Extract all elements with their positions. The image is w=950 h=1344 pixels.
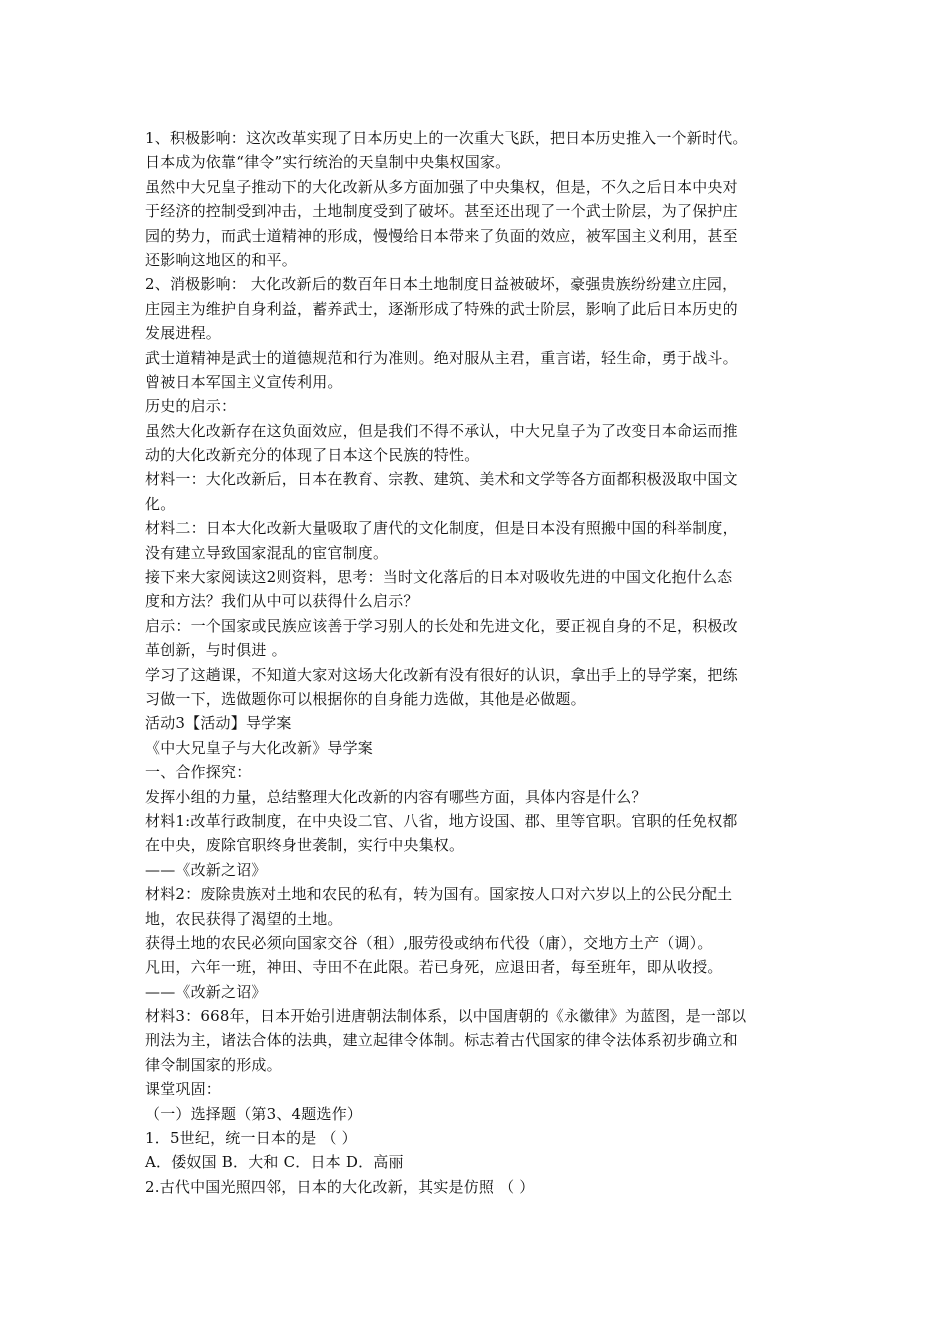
paragraph-line: 还影响这地区的和平。 xyxy=(145,250,298,269)
question-line: 1．5世纪，统一日本的是 （ ） xyxy=(145,1129,357,1148)
paragraph-line: 虽然中大兄皇子推动下的大化改新从多方面加强了中央集权，但是，不久之后日本中央对 xyxy=(145,177,738,196)
paragraph-line: 曾被日本军国主义宣传利用。 xyxy=(145,372,343,391)
paragraph-line: 接下来大家阅读这2则资料，思考：当时文化落后的日本对吸收先进的中国文化抱什么态 xyxy=(145,568,733,587)
paragraph-line: 虽然大化改新存在这负面效应，但是我们不得不承认，中大兄皇子为了改变日本命运而推 xyxy=(145,421,738,440)
paragraph-line: 律令制国家的形成。 xyxy=(145,1055,282,1074)
paragraph-line: 材料一：大化改新后，日本在教育、宗教、建筑、美术和文学等各方面都积极汲取中国文 xyxy=(145,470,738,489)
question-line: 2.古代中国光照四邻，日本的大化改新，其实是仿照 （ ） xyxy=(145,1177,535,1196)
paragraph-line: 材料2：废除贵族对土地和农民的私有，转为国有。国家按人口对六岁以上的公民分配土 xyxy=(145,885,733,904)
paragraph-line: 学习了这趟课，不知道大家对这场大化改新有没有很好的认识，拿出手上的导学案，把练 xyxy=(145,665,738,684)
section-heading: （一）选择题（第3、4题选作） xyxy=(145,1104,363,1123)
paragraph-line: 化。 xyxy=(145,494,176,513)
section-heading: 一、合作探究： xyxy=(145,763,252,782)
paragraph-line: 园的势力，而武士道精神的形成，慢慢给日本带来了负面的效应，被军国主义利用，甚至 xyxy=(145,226,738,245)
section-heading: 《中大兄皇子与大化改新》导学案 xyxy=(145,738,374,757)
paragraph-line: 地，农民获得了渴望的土地。 xyxy=(145,909,343,928)
paragraph-line: 发挥小组的力量，总结整理大化改新的内容有哪些方面，具体内容是什么？ xyxy=(145,787,647,806)
paragraph-line: 材料3：668年，日本开始引进唐朝法制体系，以中国唐朝的《永徽律》为蓝图，是一部以 xyxy=(145,1007,747,1026)
paragraph-line: 发展进程。 xyxy=(145,324,222,343)
paragraph-line: 凡田，六年一班，神田、寺田不在此限。若已身死，应退田者，每至班年，即从收授。 xyxy=(145,958,723,977)
citation-line: ——《改新之诏》 xyxy=(145,982,267,1001)
document-body xyxy=(145,126,817,1199)
section-heading: 课堂巩固： xyxy=(145,1080,222,1099)
paragraph-line: 习做一下，选做题你可以根据你的自身能力选做，其他是必做题。 xyxy=(145,689,586,708)
paragraph-line: 度和方法？我们从中可以获得什么启示？ xyxy=(145,592,419,611)
paragraph-line: 1、积极影响：这次改革实现了日本历史上的一次重大飞跃，把日本历史推入一个新时代。 xyxy=(145,129,748,147)
paragraph-line: 革创新，与时俱进 。 xyxy=(145,641,287,660)
paragraph-line: 没有建立导致国家混乱的宦官制度。 xyxy=(145,543,389,562)
paragraph-line: 在中央，废除官职终身世袭制，实行中央集权。 xyxy=(145,836,465,855)
paragraph-line: 日本成为依靠“律令”实行统治的天皇制中央集权国家。 xyxy=(145,153,511,172)
paragraph-line: 材料二：日本大化改新大量吸取了唐代的文化制度，但是日本没有照搬中国的科举制度， xyxy=(145,519,738,538)
section-heading: 活动3【活动】导学案 xyxy=(145,714,292,733)
section-heading: 历史的启示： xyxy=(145,397,237,416)
paragraph-line: 庄园主为维护自身利益，蓄养武士，逐渐形成了特殊的武士阶层，影响了此后日本历史的 xyxy=(145,299,738,318)
paragraph-line: 刑法为主，诸法合体的法典，建立起律令体制。标志着古代国家的律令法体系初步确立和 xyxy=(145,1031,738,1050)
paragraph-line: 获得土地的农民必须向国家交谷（租）,服劳役或纳布代役（庸），交地方土产（调）。 xyxy=(145,933,713,952)
paragraph-line: 动的大化改新充分的体现了日本这个民族的特性。 xyxy=(145,446,480,465)
paragraph-line: 2、消极影响： 大化改新后的数百年日本土地制度日益被破坏，豪强贵族纷纷建立庄园， xyxy=(145,275,738,294)
paragraph-line: 启示：一个国家或民族应该善于学习别人的长处和先进文化，要正视自身的不足，积极改 xyxy=(145,616,738,635)
answer-options: A．倭奴国 B．大和 C．日本 D．高丽 xyxy=(145,1153,404,1172)
paragraph-line: 武士道精神是武士的道德规范和行为准则。绝对服从主君，重言诺，轻生命，勇于战斗。 xyxy=(145,348,738,367)
paragraph-line: 材料1:改革行政制度，在中央设二官、八省，地方设国、郡、里等官职。官职的任免权都 xyxy=(145,811,738,830)
paragraph-line: 于经济的控制受到冲击，土地制度受到了破坏。甚至还出现了一个武士阶层，为了保护庄 xyxy=(145,202,738,221)
citation-line: ——《改新之诏》 xyxy=(145,860,267,879)
